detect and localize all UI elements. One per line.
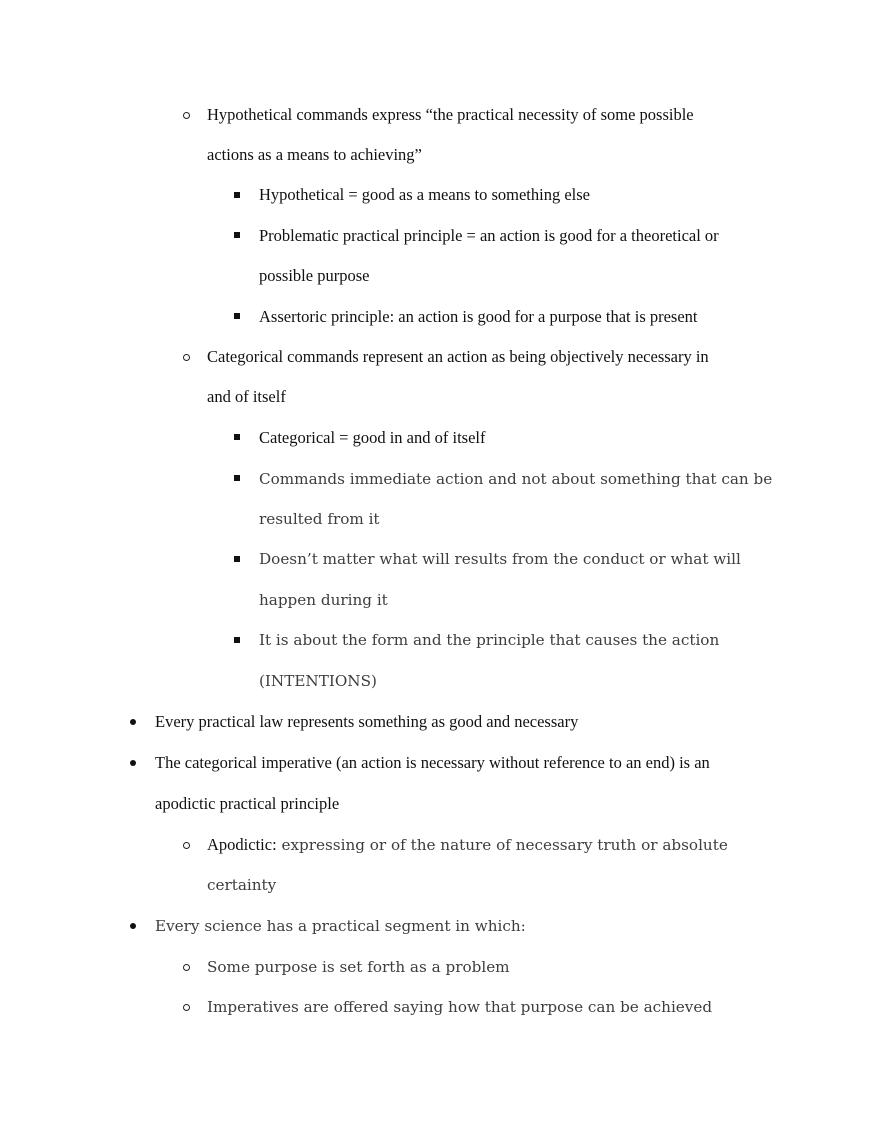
square-bullet-icon	[234, 475, 240, 481]
circle-bullet-icon	[183, 112, 190, 119]
square-bullet-icon	[234, 232, 240, 238]
text-line: Categorical commands represent an action as being objectively necessary in	[207, 347, 709, 366]
circle-bullet-icon	[183, 964, 190, 971]
text-line: possible purpose	[259, 266, 370, 285]
term-definition: expressing or of the nature of necessary truth or absolute	[276, 836, 728, 854]
text-line: Imperatives are offered saying how that purpose can be achieved	[207, 998, 713, 1016]
square-bullet-icon	[234, 556, 240, 562]
bullet-icon	[130, 760, 136, 766]
term-label: Apodictic:	[207, 835, 277, 854]
bullet-icon	[130, 923, 136, 929]
text-line: happen during it	[259, 591, 388, 609]
text-line: and of itself	[207, 387, 286, 406]
text-line: Assertoric principle: an action is good for a purpose that is present	[259, 307, 698, 326]
text-line: apodictic practical principle	[155, 794, 340, 813]
text-line: certainty	[207, 876, 277, 894]
text-line: Hypothetical commands express “the practical necessity of some possible	[207, 105, 694, 124]
text-line: It is about the form and the principle that causes the action	[259, 631, 720, 649]
square-bullet-icon	[234, 637, 240, 643]
text-line	[207, 834, 728, 856]
bullet-icon	[130, 719, 136, 725]
text-line: actions as a means to achieving”	[207, 145, 422, 164]
circle-bullet-icon	[183, 354, 190, 361]
text-line: Some purpose is set forth as a problem	[207, 958, 510, 976]
text-line: The categorical imperative (an action is necessary without reference to an end) is an	[155, 753, 710, 772]
text-line: Problematic practical principle = an action is good for a theoretical or	[259, 226, 719, 245]
text-line: Every science has a practical segment in which:	[155, 917, 526, 935]
circle-bullet-icon	[183, 1004, 190, 1011]
text-line: Categorical = good in and of itself	[259, 428, 486, 447]
text-line: Commands immediate action and not about something that can be	[259, 470, 773, 488]
text-line: Doesn’t matter what will results from the conduct or what will	[259, 550, 741, 568]
square-bullet-icon	[234, 313, 240, 319]
text-line: Every practical law represents something as good and necessary	[155, 712, 579, 731]
text-line: resulted from it	[259, 510, 380, 528]
square-bullet-icon	[234, 192, 240, 198]
text-line: Hypothetical = good as a means to something else	[259, 185, 590, 204]
text-line: (INTENTIONS)	[259, 672, 377, 690]
circle-bullet-icon	[183, 842, 190, 849]
square-bullet-icon	[234, 434, 240, 440]
